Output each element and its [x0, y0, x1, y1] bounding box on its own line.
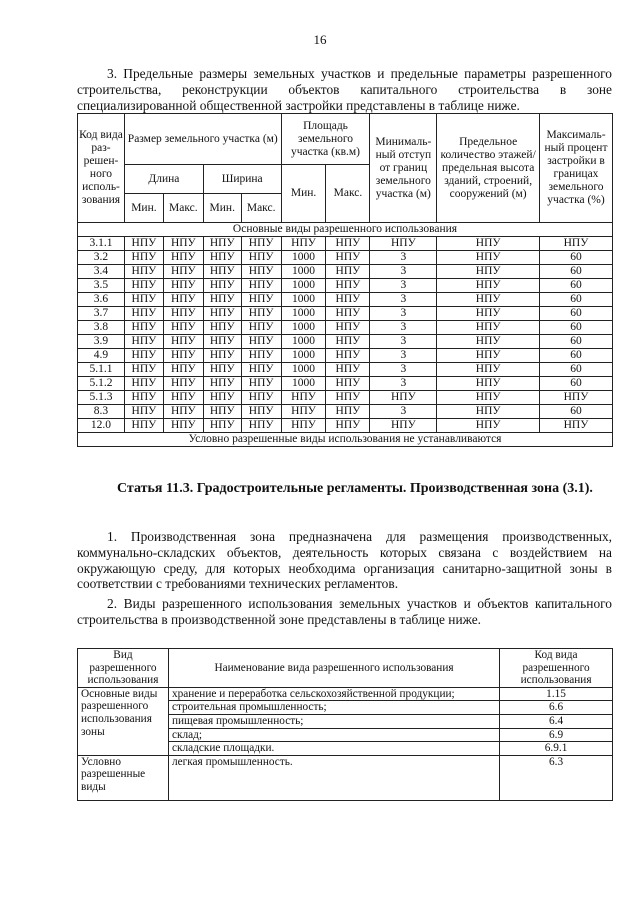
table-row	[78, 405, 613, 419]
table-row	[78, 377, 613, 391]
cell-percent: НПУ	[540, 237, 613, 251]
cell-area-max: НПУ	[326, 265, 370, 279]
cell-setback: НПУ	[370, 419, 437, 433]
cell-area-max: НПУ	[326, 349, 370, 363]
cell-area-max: НПУ	[326, 391, 370, 405]
cell-width-max: НПУ	[241, 251, 281, 265]
cell-length-max: НПУ	[163, 307, 203, 321]
cell-code: 3.5	[78, 279, 125, 293]
cell-floors: НПУ	[437, 321, 540, 335]
cell-area-min: 1000	[281, 363, 326, 377]
header-width: Ширина	[203, 165, 281, 194]
cell-floors: НПУ	[437, 307, 540, 321]
paragraph-2: 2. Виды разрешенного использования земельных участков и объектов капитального строительства в производственной зоне представлены в таблице ниже.	[77, 596, 612, 627]
cell-area-max: НПУ	[326, 321, 370, 335]
cell-width-max: НПУ	[241, 419, 281, 433]
cell-percent: 60	[540, 321, 613, 335]
cell-setback: НПУ	[370, 391, 437, 405]
cell-length-max: НПУ	[163, 377, 203, 391]
header-length: Длина	[124, 165, 203, 194]
cell-floors: НПУ	[437, 419, 540, 433]
cell-floors: НПУ	[437, 363, 540, 377]
cell-code: 5.1.1	[78, 363, 125, 377]
header-setback: Минималь-ный отступ от границ земельного участка (м)	[370, 114, 437, 223]
table-row	[78, 419, 613, 433]
cell-length-min: НПУ	[124, 251, 163, 265]
table-row	[78, 687, 613, 701]
cell-width-max: НПУ	[241, 237, 281, 251]
table-row	[78, 265, 613, 279]
table-row	[78, 391, 613, 405]
cell-area-max: НПУ	[326, 335, 370, 349]
table-row	[78, 279, 613, 293]
cell-floors: НПУ	[437, 237, 540, 251]
cell-width-max: НПУ	[241, 335, 281, 349]
cell-width-max: НПУ	[241, 293, 281, 307]
header-area-min: Мин.	[281, 165, 326, 223]
header-width-max: Макс.	[241, 194, 281, 223]
cell-setback: 3	[370, 349, 437, 363]
header-code: Код вида разрешенного использования	[500, 649, 613, 688]
use-name: складские площадки.	[168, 742, 499, 756]
cell-length-min: НПУ	[124, 405, 163, 419]
cell-width-max: НПУ	[241, 321, 281, 335]
cell-code: 3.4	[78, 265, 125, 279]
table-row	[78, 321, 613, 335]
header-width-min: Мин.	[203, 194, 241, 223]
use-name: пищевая промышленность;	[168, 714, 499, 728]
cell-length-max: НПУ	[163, 363, 203, 377]
cell-length-min: НПУ	[124, 307, 163, 321]
cell-length-min: НПУ	[124, 321, 163, 335]
paragraph-1: 1. Производственная зона предназначена для размещения производственных, коммунально-складских объектов, деятельность которых связана с воздействием на окружающую среду, для которых необходима организация санитарно-защитной зоны в соответствии с требованиями технических регламентов.	[77, 529, 612, 592]
cell-area-min: 1000	[281, 307, 326, 321]
cell-area-min: 1000	[281, 335, 326, 349]
cell-width-min: НПУ	[203, 391, 241, 405]
use-code: 6.6	[500, 701, 613, 715]
header-area: Площадь земельного участка (кв.м)	[281, 114, 370, 165]
table-row	[78, 251, 613, 265]
section-conditional: Условно разрешенные виды использования не устанавливаются	[78, 433, 613, 447]
cell-setback: 3	[370, 321, 437, 335]
table-row	[78, 307, 613, 321]
cell-area-min: 1000	[281, 293, 326, 307]
cell-length-max: НПУ	[163, 349, 203, 363]
cell-floors: НПУ	[437, 293, 540, 307]
cell-floors: НПУ	[437, 265, 540, 279]
cell-area-min: НПУ	[281, 405, 326, 419]
cell-width-min: НПУ	[203, 321, 241, 335]
cell-code: 12.0	[78, 419, 125, 433]
group-label: Условно разрешенные виды	[78, 755, 169, 800]
cell-width-max: НПУ	[241, 265, 281, 279]
cell-percent: 60	[540, 349, 613, 363]
cell-width-min: НПУ	[203, 307, 241, 321]
cell-width-min: НПУ	[203, 237, 241, 251]
cell-area-max: НПУ	[326, 279, 370, 293]
page-number: 16	[313, 32, 327, 47]
use-code: 6.4	[500, 714, 613, 728]
cell-length-min: НПУ	[124, 419, 163, 433]
cell-length-min: НПУ	[124, 391, 163, 405]
cell-length-min: НПУ	[124, 279, 163, 293]
use-name: склад;	[168, 728, 499, 742]
limits-table	[77, 113, 613, 447]
cell-code: 3.2	[78, 251, 125, 265]
cell-length-max: НПУ	[163, 419, 203, 433]
cell-percent: 60	[540, 279, 613, 293]
cell-width-min: НПУ	[203, 279, 241, 293]
cell-area-min: 1000	[281, 279, 326, 293]
cell-area-min: 1000	[281, 377, 326, 391]
cell-setback: 3	[370, 251, 437, 265]
cell-percent: 60	[540, 377, 613, 391]
cell-width-max: НПУ	[241, 405, 281, 419]
cell-width-max: НПУ	[241, 279, 281, 293]
group-label: Основные виды разрешенного использования зоны	[78, 687, 169, 755]
header-type: Вид разрешенного использования	[78, 649, 169, 688]
header-length-min: Мин.	[124, 194, 163, 223]
cell-area-min: 1000	[281, 321, 326, 335]
cell-area-min: НПУ	[281, 237, 326, 251]
table-row	[78, 349, 613, 363]
cell-percent: 60	[540, 405, 613, 419]
cell-length-min: НПУ	[124, 237, 163, 251]
cell-floors: НПУ	[437, 335, 540, 349]
cell-area-min: НПУ	[281, 391, 326, 405]
cell-percent: НПУ	[540, 391, 613, 405]
cell-length-min: НПУ	[124, 377, 163, 391]
cell-area-max: НПУ	[326, 405, 370, 419]
cell-width-min: НПУ	[203, 251, 241, 265]
use-name: легкая промышленность.	[168, 755, 499, 800]
cell-area-min: НПУ	[281, 419, 326, 433]
cell-area-max: НПУ	[326, 377, 370, 391]
cell-percent: 60	[540, 363, 613, 377]
cell-width-max: НПУ	[241, 349, 281, 363]
cell-area-min: 1000	[281, 349, 326, 363]
table-row	[78, 293, 613, 307]
cell-setback: 3	[370, 405, 437, 419]
cell-code: 3.9	[78, 335, 125, 349]
cell-width-min: НПУ	[203, 377, 241, 391]
header-size: Размер земельного участка (м)	[124, 114, 281, 165]
cell-length-max: НПУ	[163, 405, 203, 419]
use-name: строительная промышленность;	[168, 701, 499, 715]
cell-length-max: НПУ	[163, 391, 203, 405]
header-percent: Максималь-ный процент застройки в границах земельного участка (%)	[540, 114, 613, 223]
cell-length-min: НПУ	[124, 265, 163, 279]
cell-area-max: НПУ	[326, 307, 370, 321]
cell-area-max: НПУ	[326, 251, 370, 265]
cell-area-min: 1000	[281, 251, 326, 265]
cell-percent: 60	[540, 335, 613, 349]
use-code: 6.9.1	[500, 742, 613, 756]
cell-setback: 3	[370, 265, 437, 279]
cell-area-min: 1000	[281, 265, 326, 279]
cell-setback: 3	[370, 279, 437, 293]
cell-length-max: НПУ	[163, 293, 203, 307]
cell-setback: 3	[370, 335, 437, 349]
cell-width-min: НПУ	[203, 265, 241, 279]
cell-code: 3.1.1	[78, 237, 125, 251]
cell-percent: 60	[540, 293, 613, 307]
cell-area-max: НПУ	[326, 237, 370, 251]
cell-code: 3.6	[78, 293, 125, 307]
cell-width-min: НПУ	[203, 293, 241, 307]
cell-floors: НПУ	[437, 279, 540, 293]
cell-length-max: НПУ	[163, 335, 203, 349]
section-main: Основные виды разрешенного использования	[78, 223, 613, 237]
cell-code: 3.7	[78, 307, 125, 321]
cell-code: 8.3	[78, 405, 125, 419]
uses-table	[77, 648, 613, 801]
cell-width-min: НПУ	[203, 405, 241, 419]
cell-length-min: НПУ	[124, 363, 163, 377]
cell-percent: 60	[540, 307, 613, 321]
cell-width-min: НПУ	[203, 363, 241, 377]
use-code: 6.9	[500, 728, 613, 742]
cell-width-min: НПУ	[203, 335, 241, 349]
cell-percent: 60	[540, 251, 613, 265]
cell-area-max: НПУ	[326, 419, 370, 433]
cell-width-min: НПУ	[203, 419, 241, 433]
table-row	[78, 237, 613, 251]
cell-length-max: НПУ	[163, 251, 203, 265]
cell-code: 5.1.2	[78, 377, 125, 391]
cell-setback: 3	[370, 307, 437, 321]
cell-length-max: НПУ	[163, 321, 203, 335]
header-name: Наименование вида разрешенного использования	[168, 649, 499, 688]
cell-percent: НПУ	[540, 419, 613, 433]
cell-width-max: НПУ	[241, 307, 281, 321]
cell-setback: 3	[370, 293, 437, 307]
table-row	[78, 363, 613, 377]
cell-length-max: НПУ	[163, 237, 203, 251]
cell-setback: НПУ	[370, 237, 437, 251]
cell-percent: 60	[540, 265, 613, 279]
cell-floors: НПУ	[437, 377, 540, 391]
cell-length-min: НПУ	[124, 349, 163, 363]
cell-length-max: НПУ	[163, 265, 203, 279]
header-length-max: Макс.	[163, 194, 203, 223]
header-floors: Предельное количество этажей/ предельная высота зданий, строений, сооружений (м)	[437, 114, 540, 223]
cell-length-max: НПУ	[163, 279, 203, 293]
table-row	[78, 755, 613, 800]
cell-floors: НПУ	[437, 349, 540, 363]
cell-floors: НПУ	[437, 391, 540, 405]
use-code: 1.15	[500, 687, 613, 701]
article-heading: Статья 11.3. Градостроительные регламенты. Производственная зона (3.1).	[117, 481, 593, 496]
cell-length-min: НПУ	[124, 293, 163, 307]
cell-width-max: НПУ	[241, 377, 281, 391]
header-area-max: Макс.	[326, 165, 370, 223]
cell-code: 4.9	[78, 349, 125, 363]
use-name: хранение и переработка сельскохозяйственной продукции;	[168, 687, 499, 701]
cell-width-max: НПУ	[241, 391, 281, 405]
cell-setback: 3	[370, 363, 437, 377]
intro-paragraph: 3. Предельные размеры земельных участков и предельные параметры разрешенного строительства, реконструкции объектов капитального строительства в зоне специализированной общественной застройки представлены в таблице ниже.	[77, 66, 612, 113]
cell-floors: НПУ	[437, 405, 540, 419]
cell-setback: 3	[370, 377, 437, 391]
use-code: 6.3	[500, 755, 613, 800]
cell-width-max: НПУ	[241, 363, 281, 377]
table-row	[78, 335, 613, 349]
cell-floors: НПУ	[437, 251, 540, 265]
cell-width-min: НПУ	[203, 349, 241, 363]
cell-code: 5.1.3	[78, 391, 125, 405]
cell-code: 3.8	[78, 321, 125, 335]
header-code: Код вида раз-решен-ного исполь-зования	[78, 114, 125, 223]
cell-area-max: НПУ	[326, 363, 370, 377]
cell-length-min: НПУ	[124, 335, 163, 349]
cell-area-max: НПУ	[326, 293, 370, 307]
